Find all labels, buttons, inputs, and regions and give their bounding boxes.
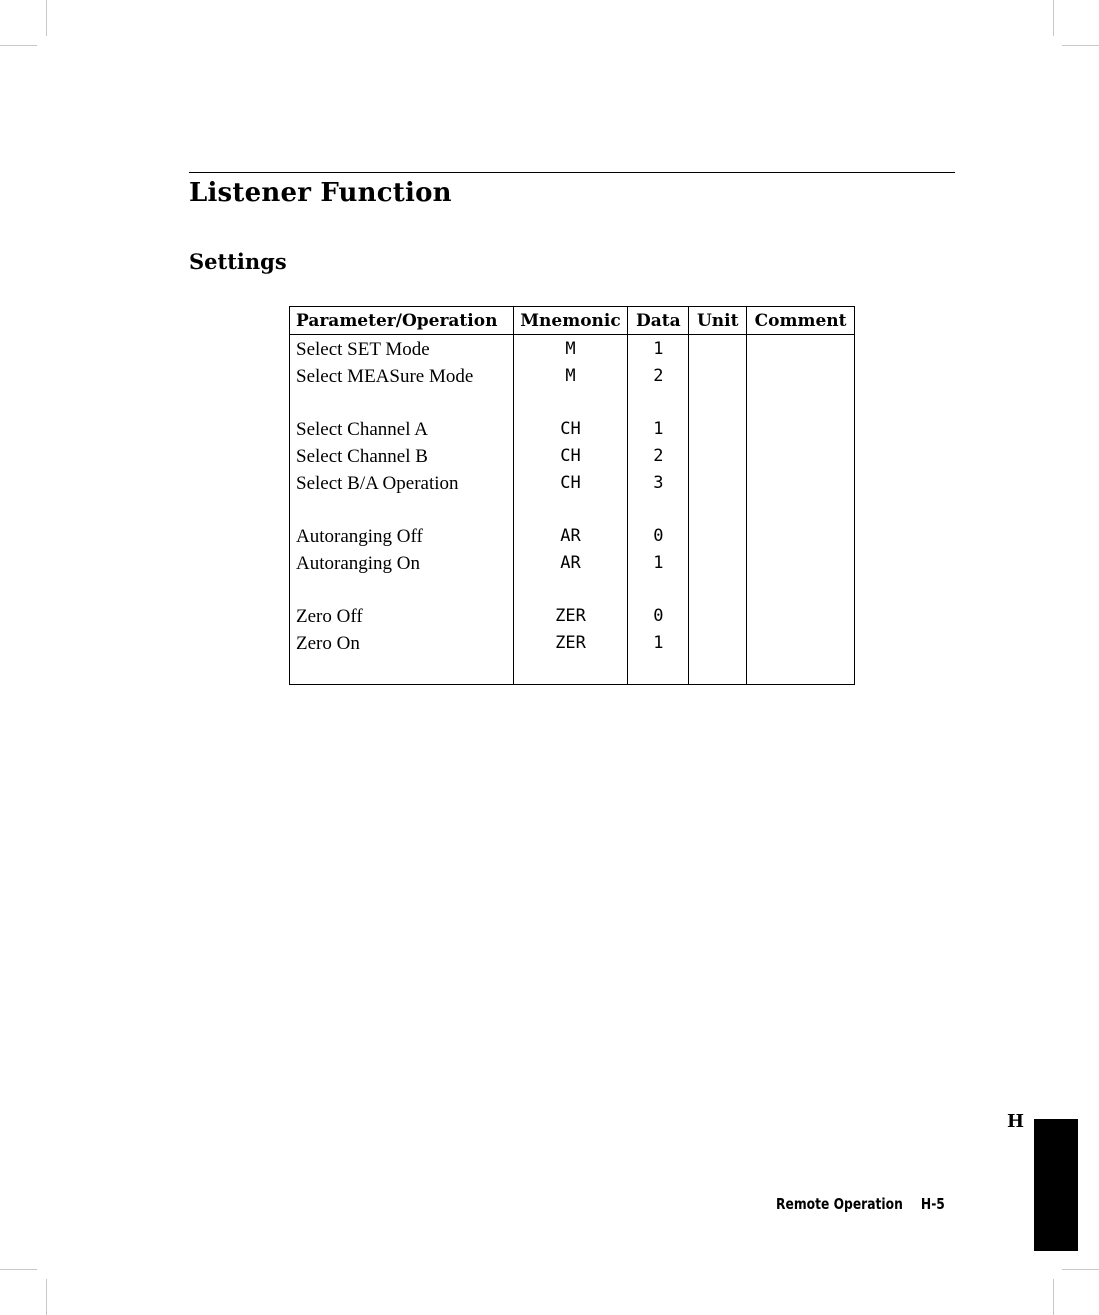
appendix-tab-letter: H <box>1007 1111 1025 1132</box>
mnemonic-cell: ZER <box>513 603 628 630</box>
data-cell: 3 <box>628 470 689 497</box>
footer-page-number: H-5 <box>920 1195 945 1213</box>
comment-cell <box>747 603 855 630</box>
mnemonic-cell: AR <box>513 550 628 577</box>
unit-cell <box>689 577 747 603</box>
settings-table <box>289 306 855 685</box>
mnemonic-cell <box>513 390 628 416</box>
data-cell: 0 <box>628 523 689 550</box>
comment-cell <box>747 577 855 603</box>
unit-cell <box>689 603 747 630</box>
param-cell: Select Channel A <box>290 416 514 443</box>
param-cell: Zero Off <box>290 603 514 630</box>
param-cell: Zero On <box>290 630 514 657</box>
data-cell: 1 <box>628 630 689 657</box>
comment-cell <box>747 470 855 497</box>
mnemonic-cell: M <box>513 363 628 390</box>
crop-mark <box>46 1279 47 1315</box>
param-cell <box>290 657 514 685</box>
param-cell: Select B/A Operation <box>290 470 514 497</box>
column-header: Unit <box>689 307 747 335</box>
mnemonic-cell: ZER <box>513 630 628 657</box>
unit-cell <box>689 416 747 443</box>
data-cell: 0 <box>628 603 689 630</box>
unit-cell <box>689 523 747 550</box>
param-cell: Autoranging On <box>290 550 514 577</box>
param-cell: Select Channel B <box>290 443 514 470</box>
table-row <box>290 416 855 443</box>
data-cell: 1 <box>628 550 689 577</box>
unit-cell <box>689 657 747 685</box>
mnemonic-cell: CH <box>513 470 628 497</box>
column-header: Data <box>628 307 689 335</box>
param-cell <box>290 577 514 603</box>
data-cell <box>628 497 689 523</box>
mnemonic-cell: CH <box>513 443 628 470</box>
comment-cell <box>747 390 855 416</box>
unit-cell <box>689 443 747 470</box>
unit-cell <box>689 390 747 416</box>
table-row <box>290 523 855 550</box>
table-row <box>290 443 855 470</box>
mnemonic-cell: M <box>513 335 628 364</box>
column-header: Mnemonic <box>513 307 628 335</box>
data-cell <box>628 577 689 603</box>
data-cell <box>628 657 689 685</box>
column-header: Parameter/Operation <box>290 307 514 335</box>
comment-cell <box>747 416 855 443</box>
unit-cell <box>689 630 747 657</box>
mnemonic-cell <box>513 657 628 685</box>
data-cell: 1 <box>628 335 689 364</box>
comment-cell <box>747 497 855 523</box>
section-title: Listener Function <box>189 178 452 208</box>
unit-cell <box>689 550 747 577</box>
unit-cell <box>689 335 747 364</box>
param-cell: Autoranging Off <box>290 523 514 550</box>
param-cell <box>290 390 514 416</box>
table-row <box>290 603 855 630</box>
table-row-spacer <box>290 390 855 416</box>
table-row <box>290 335 855 364</box>
crop-mark <box>1062 45 1099 46</box>
table-row-spacer <box>290 657 855 685</box>
subsection-title: Settings <box>189 249 287 274</box>
param-cell <box>290 497 514 523</box>
crop-mark <box>1062 1269 1099 1270</box>
comment-cell <box>747 630 855 657</box>
crop-mark <box>1053 1279 1054 1315</box>
section-rule <box>189 172 955 173</box>
table-row <box>290 470 855 497</box>
comment-cell <box>747 443 855 470</box>
data-cell: 2 <box>628 363 689 390</box>
param-cell: Select SET Mode <box>290 335 514 364</box>
crop-mark <box>0 45 37 46</box>
data-cell: 1 <box>628 416 689 443</box>
table-header-row <box>290 307 855 335</box>
comment-cell <box>747 550 855 577</box>
table-row <box>290 363 855 390</box>
table-row <box>290 550 855 577</box>
column-header: Comment <box>747 307 855 335</box>
mnemonic-cell <box>513 497 628 523</box>
footer-chapter: Remote Operation <box>776 1195 903 1213</box>
crop-mark <box>46 0 47 36</box>
table-row-spacer <box>290 497 855 523</box>
comment-cell <box>747 523 855 550</box>
table-row <box>290 630 855 657</box>
data-cell: 2 <box>628 443 689 470</box>
comment-cell <box>747 335 855 364</box>
thumb-index-tab <box>1034 1119 1078 1251</box>
comment-cell <box>747 657 855 685</box>
comment-cell <box>747 363 855 390</box>
table-row-spacer <box>290 577 855 603</box>
page-footer <box>776 1195 945 1213</box>
mnemonic-cell <box>513 577 628 603</box>
unit-cell <box>689 470 747 497</box>
crop-mark <box>1053 0 1054 36</box>
data-cell <box>628 390 689 416</box>
mnemonic-cell: CH <box>513 416 628 443</box>
crop-mark <box>0 1269 37 1270</box>
unit-cell <box>689 497 747 523</box>
param-cell: Select MEASure Mode <box>290 363 514 390</box>
unit-cell <box>689 363 747 390</box>
mnemonic-cell: AR <box>513 523 628 550</box>
